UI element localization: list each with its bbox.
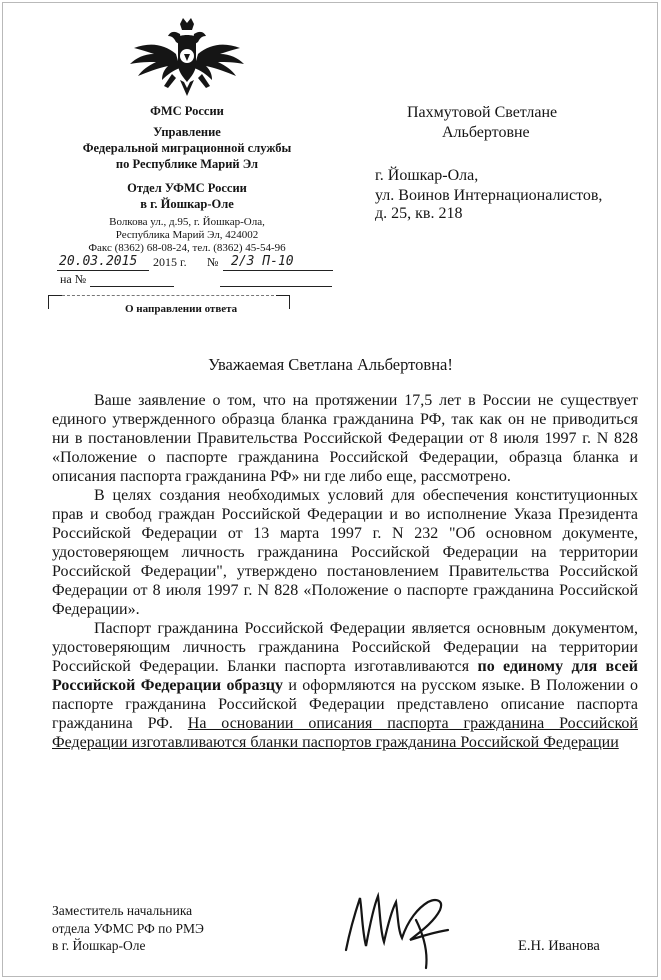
paragraph-1: Ваше заявление о том, что на протяжении 17,5 лет в России не существует единого утвержденного образца бланка гражданина РФ, так как он не приводиться ни в постановлении Правительства Российской Федерации от 8 июля 1997 г. N 828 «Положение о паспорте гражданина Российской Федерации, образца бланка и описания паспорта гражданина РФ» ни где либо еще, рассмотрено. [52, 392, 638, 485]
handwritten-signature [336, 880, 466, 972]
double-headed-eagle-emblem [128, 14, 246, 100]
addressee-surname: Пахмутовой Светлане [407, 104, 558, 121]
paragraph-3-underlined: На основании описания паспорта гражданина Российской Федерации изготавливаются бланки паспортов гражданина Российской Федерации [52, 715, 638, 751]
paragraph-3-bold: по единому для всей Российской Федерации образцу [52, 658, 638, 694]
paragraph-2: В целях создания необходимых условий для обеспечения конституционных прав и свобод граждан Российской Федерации и во исполнение Указа Президента Российской Федерации от 13 марта 1997 г. N 232 "Об основном документе, удостоверяющем личность гражданина Российской Федерации на территории Российской Федерации", утверждено постановлением Правительства Российской Федерации от 8 июля 1997 г. N 828 «Положение о паспорте гражданина Российской Федерации». [52, 487, 638, 618]
addressee-city: г. Йошкар-Ола, [375, 167, 479, 184]
letterhead-region: по Республике Марий Эл [115, 157, 259, 171]
reference-underline [90, 286, 174, 287]
letterhead-postcode: Республика Марий Эл, 424002 [115, 229, 259, 241]
salutation: Уважаемая Светлана Альбертовна! [208, 355, 453, 374]
letterhead-city: в г. Йошкар-Оле [140, 197, 234, 211]
handwritten-number: 2/3 П-10 [231, 254, 294, 269]
addressee-patronymic: Альбертовне [442, 124, 530, 141]
letterhead-address: Волкова ул., д.95, г. Йошкар-Ола, [109, 216, 265, 228]
number-sign: № [207, 255, 219, 269]
handwritten-date: 20.03.2015 [59, 254, 138, 269]
addressee-house: д. 25, кв. 218 [375, 205, 463, 222]
letterhead-agency: ФМС России [150, 104, 224, 118]
letter-body [52, 391, 638, 752]
letterhead-phone: Факс (8362) 68-08-24, тел. (8362) 45-54-96 [88, 242, 286, 254]
letterhead-office: Отдел УФМС России [127, 181, 247, 195]
number-underline [223, 270, 333, 271]
reference-underline-2 [220, 286, 332, 287]
subject-bracket-dash [62, 295, 274, 296]
date-underline [57, 270, 149, 271]
signatory-position: Заместитель начальника [52, 903, 193, 918]
letterhead-service: Федеральной миграционной службы [82, 141, 292, 155]
subject-bracket-left [48, 295, 62, 309]
paragraph-3-part-a: Паспорт гражданина Российской Федерации является основным документом, удостоверяющим личность гражданина Российской Федерации на территории Российской Федерации. Бланки паспорта изготавливаются [52, 620, 638, 675]
signatory-city: в г. Йошкар-Оле [52, 938, 146, 953]
signatory-title [52, 902, 204, 955]
signatory-department: отдела УФМС РФ по РМЭ [52, 920, 204, 936]
addressee-street: ул. Воинов Интернационалистов, [375, 187, 603, 204]
reference-label: на № [60, 272, 87, 286]
paragraph-3-part-b: и оформляются на русском языке. В Положении о паспорте гражданина Российской Федерации представлено описание паспорта гражданина РФ. [52, 677, 638, 732]
date-year: 2015 г. [153, 255, 187, 269]
subject-line: О направлении ответа [125, 303, 238, 315]
signatory-name: Е.Н. Иванова [518, 938, 600, 954]
paragraph-3 [52, 619, 638, 752]
reference-number-line [60, 272, 340, 290]
document-date-number-line [57, 254, 337, 272]
subject-bracket-right [276, 295, 290, 309]
letterhead-department: Управление [153, 125, 221, 139]
